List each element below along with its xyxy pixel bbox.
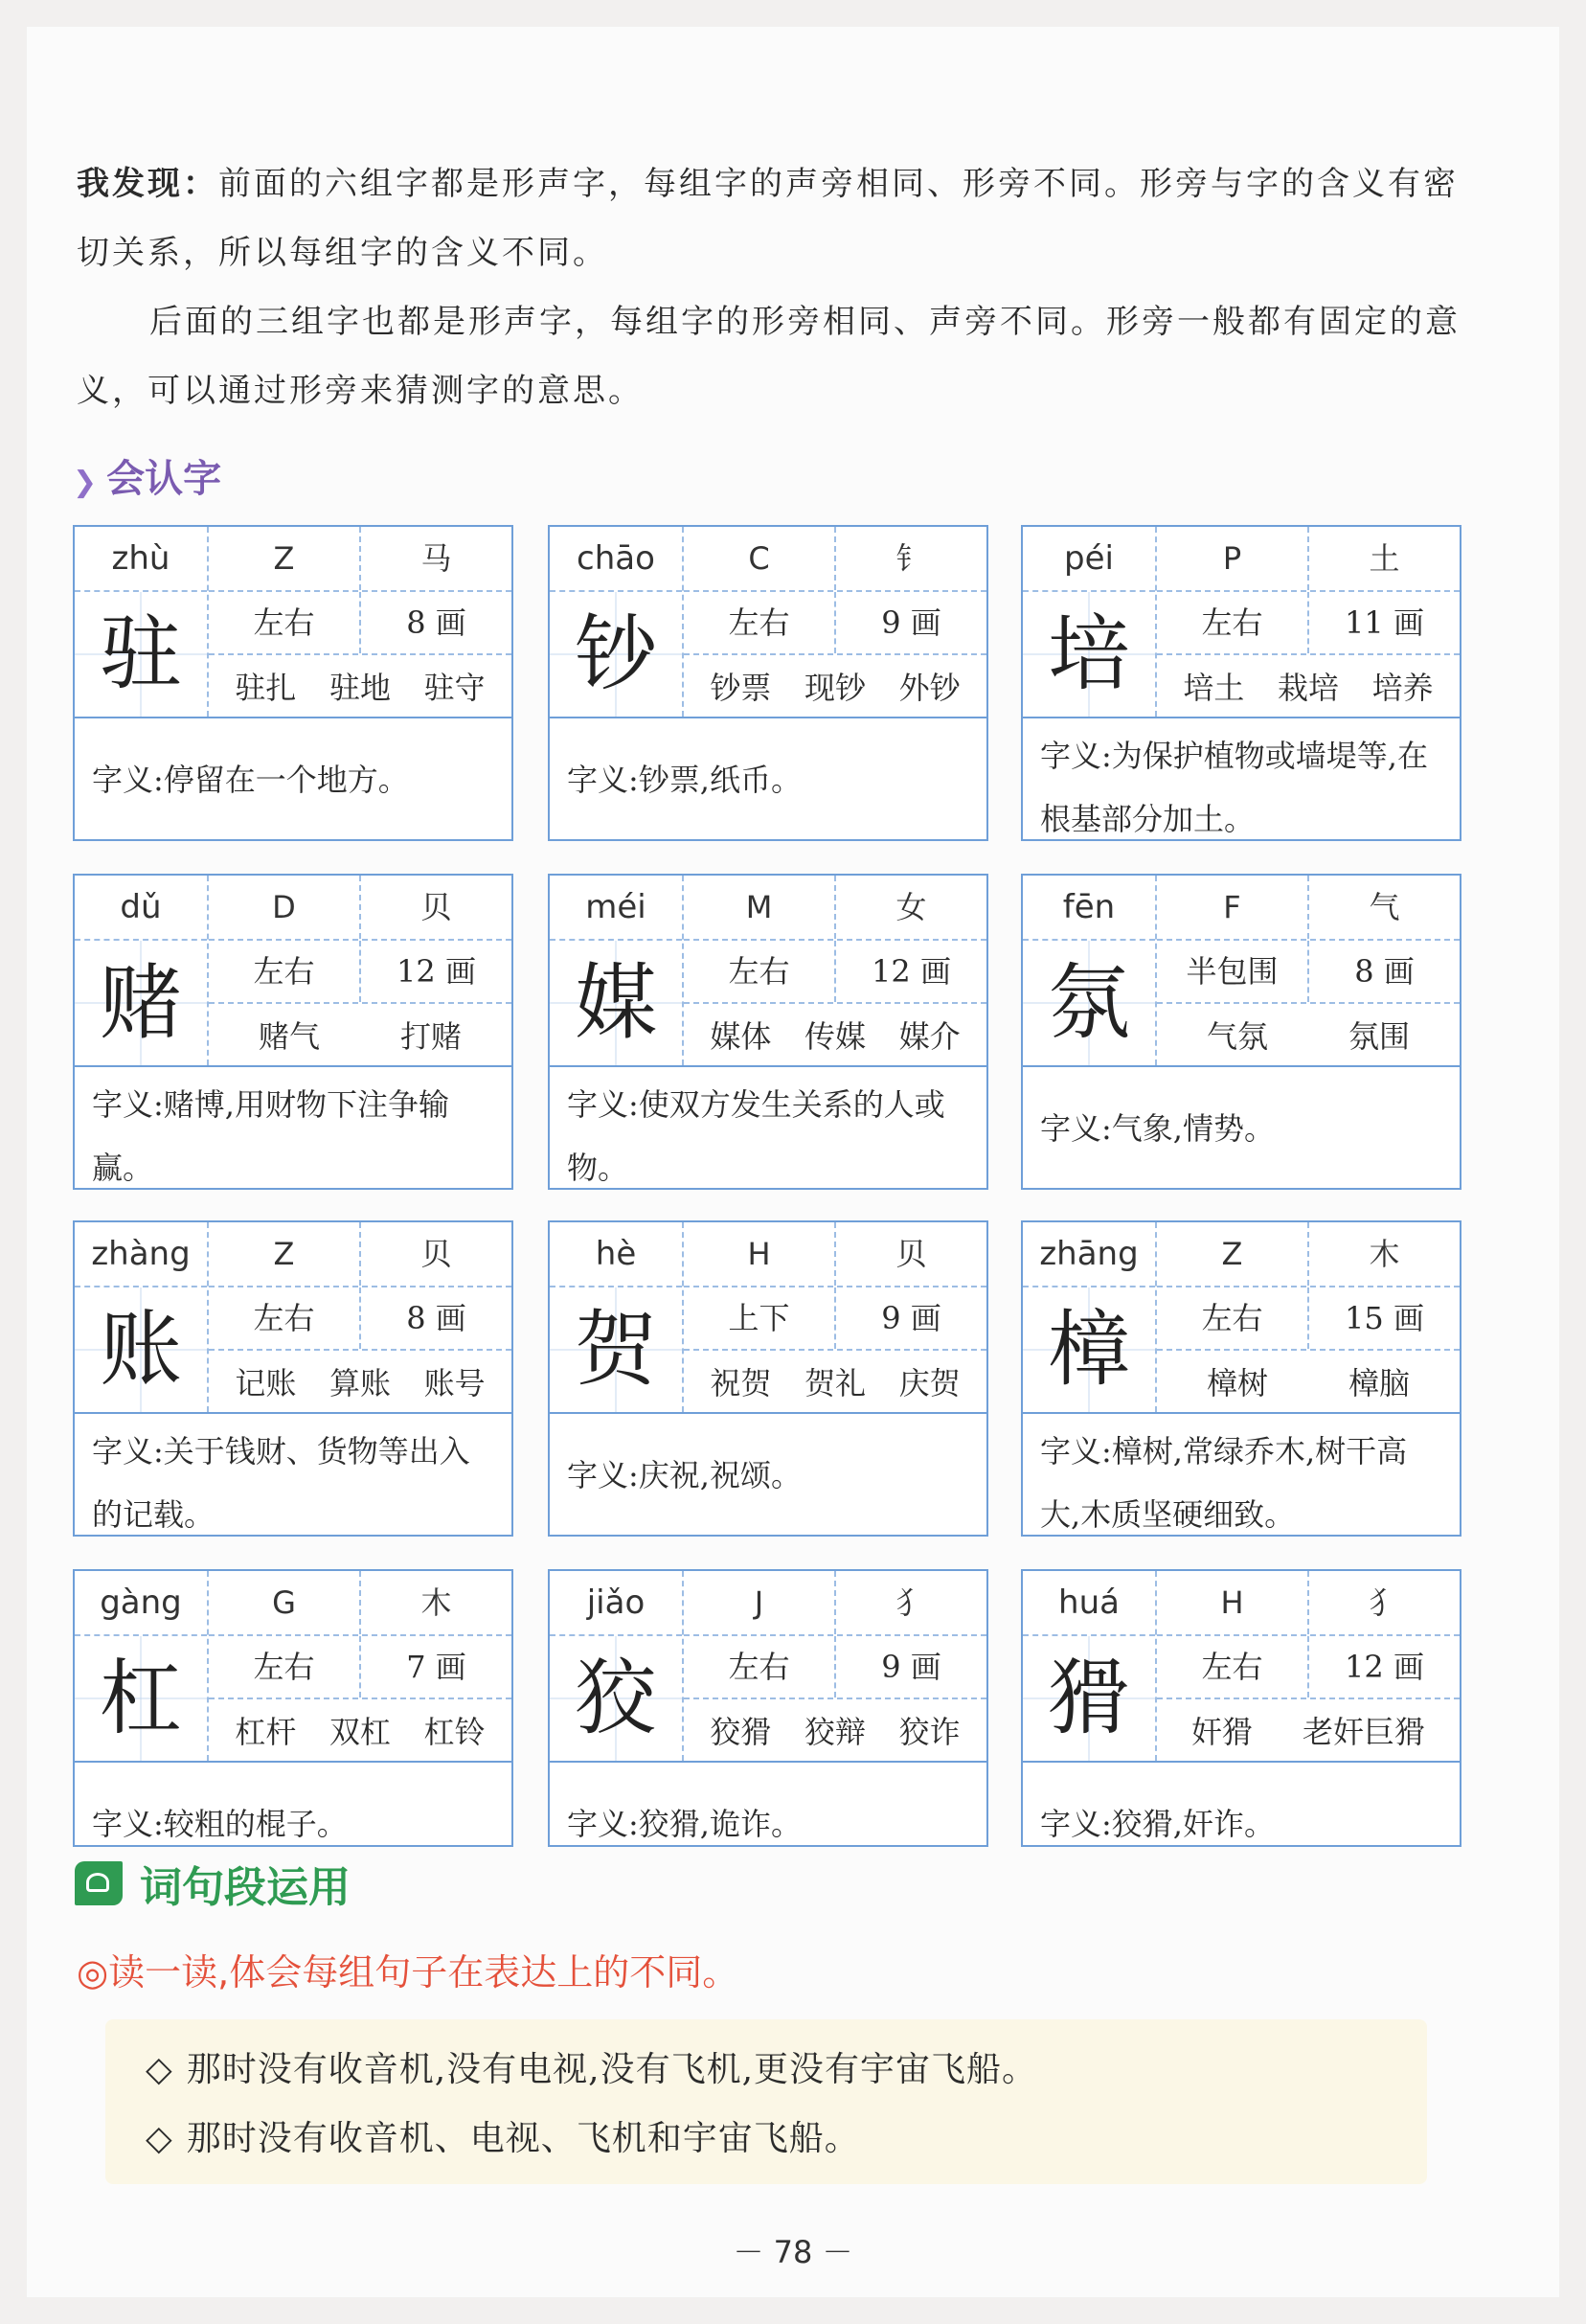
meaning-text: 字义:较粗的棍子。	[92, 1806, 348, 1842]
info-grid	[684, 1571, 986, 1761]
structure: 左右	[209, 1636, 361, 1697]
stroke-count: 12 画	[1345, 1649, 1424, 1685]
pinyin: zhù	[75, 527, 207, 592]
character-card	[1021, 1220, 1461, 1537]
example-word: 驻守	[423, 670, 486, 706]
sentence-2-text: 那时没有收音机、电视、飞机和宇宙飞船。	[186, 2119, 860, 2158]
card-top	[1023, 1222, 1460, 1414]
discovery-text-1: 前面的六组字都是形声字，每组字的声旁相同、形旁不同。形旁与字的含义有密切关系，所以每组字的含义不同。	[77, 165, 1459, 272]
example-word: 气氛	[1206, 1018, 1268, 1055]
pinyin: huá	[1023, 1571, 1155, 1636]
meaning-text: 字义:为保护植物或墙堤等,在根基部分加土。	[1040, 738, 1428, 837]
meaning	[75, 1067, 511, 1207]
initial-letter: J	[684, 1571, 836, 1634]
card-top	[75, 1571, 511, 1763]
character: 樟	[1023, 1287, 1155, 1412]
section-title-recognize	[73, 448, 221, 503]
character-card	[548, 525, 988, 841]
pinyin: chāo	[550, 527, 682, 592]
stroke-count: 12 画	[396, 953, 476, 990]
structure: 左右	[1157, 1287, 1309, 1349]
meaning-text: 字义:气象,情势。	[1040, 1110, 1275, 1147]
example-words	[209, 1351, 511, 1412]
example-words	[209, 1699, 511, 1761]
character-card	[1021, 525, 1461, 841]
char-cell	[550, 1571, 684, 1761]
card-top	[550, 1571, 986, 1763]
example-word: 培土	[1183, 670, 1245, 706]
pinyin: dǔ	[75, 876, 207, 941]
info-grid	[209, 876, 511, 1065]
example-word: 媒体	[710, 1018, 772, 1055]
example-words	[1157, 1004, 1460, 1065]
card-top	[75, 1222, 511, 1414]
discovery-label: 我发现：	[77, 165, 218, 203]
character-card	[548, 1569, 988, 1847]
pinyin: péi	[1023, 527, 1155, 592]
example-word: 驻扎	[235, 670, 297, 706]
meaning-text: 字义:庆祝,祝颂。	[567, 1457, 802, 1493]
initial-letter: F	[1157, 876, 1309, 939]
sentence-box	[105, 2019, 1427, 2184]
example-words	[1157, 655, 1460, 717]
pinyin: zhāng	[1023, 1222, 1155, 1287]
example-word: 算账	[329, 1365, 391, 1401]
example-word: 媒介	[898, 1018, 961, 1055]
stroke-count: 9 画	[881, 604, 941, 641]
structure: 左右	[684, 941, 836, 1002]
char-cell	[75, 1222, 209, 1412]
character-card	[548, 874, 988, 1190]
meaning	[1023, 1763, 1460, 1887]
char-cell	[1023, 527, 1157, 717]
radical: 贝	[420, 1236, 452, 1272]
radical: 气	[1369, 889, 1400, 925]
info-grid	[1157, 527, 1460, 717]
stroke-count: 15 画	[1345, 1300, 1424, 1336]
card-top	[1023, 876, 1460, 1067]
pinyin: zhàng	[75, 1222, 207, 1287]
example-word: 狡猾	[710, 1714, 772, 1750]
radical: 犭	[1369, 1584, 1400, 1621]
character: 媒	[550, 941, 682, 1065]
sentence-1	[146, 2042, 1037, 2091]
example-word: 账号	[423, 1365, 486, 1401]
char-cell	[1023, 1222, 1157, 1412]
meaning	[1023, 1414, 1460, 1554]
char-cell	[550, 1222, 684, 1412]
meaning-text: 字义:狡猾,奸诈。	[1040, 1806, 1275, 1842]
pinyin: hè	[550, 1222, 682, 1287]
character: 驻	[75, 592, 207, 717]
info-grid	[684, 1222, 986, 1412]
radical: 贝	[895, 1236, 927, 1272]
initial-letter: H	[684, 1222, 836, 1286]
example-word: 樟脑	[1348, 1365, 1410, 1401]
pinyin: méi	[550, 876, 682, 941]
radical: 贝	[420, 889, 452, 925]
example-word: 杠铃	[423, 1714, 486, 1750]
meaning-text: 字义:使双方发生关系的人或物。	[567, 1086, 945, 1186]
initial-letter: Z	[209, 527, 361, 590]
example-words	[209, 1004, 511, 1065]
radical: 犭	[895, 1584, 927, 1621]
discovery-paragraph-2: 后面的三组字也都是形声字，每组字的形旁相同、声旁不同。形旁一般都有固定的意义，可以通过形旁来猜测字的意思。	[77, 303, 1461, 410]
character: 培	[1023, 592, 1155, 717]
task-instruction: ◎读一读,体会每组句子在表达上的不同。	[77, 1951, 739, 1994]
stroke-count: 9 画	[881, 1300, 941, 1336]
character: 账	[75, 1287, 207, 1412]
card-top	[550, 1222, 986, 1414]
card-top	[75, 876, 511, 1067]
char-cell	[75, 1571, 209, 1761]
example-words	[684, 655, 986, 717]
meaning-text: 字义:停留在一个地方。	[92, 762, 409, 798]
meaning	[1023, 1067, 1460, 1192]
example-words	[684, 1699, 986, 1761]
initial-letter: P	[1157, 527, 1309, 590]
structure: 左右	[684, 1636, 836, 1697]
example-words	[1157, 1699, 1460, 1761]
initial-letter: G	[209, 1571, 361, 1634]
example-word: 双杠	[329, 1714, 391, 1750]
info-grid	[209, 527, 511, 717]
sentence-1-text: 那时没有收音机,没有电视,没有飞机,更没有宇宙飞船。	[186, 2050, 1038, 2089]
sentence-2	[146, 2111, 860, 2160]
card-top	[1023, 1571, 1460, 1763]
structure: 左右	[1157, 1636, 1309, 1697]
section-leaf-icon	[75, 1861, 123, 1905]
structure: 左右	[209, 941, 361, 1002]
section-title-usage	[75, 1853, 351, 1914]
example-word: 栽培	[1277, 670, 1339, 706]
radical: 马	[420, 540, 452, 577]
example-word: 庆贺	[898, 1365, 961, 1401]
radical: 木	[1369, 1236, 1400, 1272]
meaning	[550, 718, 986, 843]
meaning	[550, 1067, 986, 1207]
char-cell	[75, 527, 209, 717]
initial-letter: Z	[1157, 1222, 1309, 1286]
example-word: 氛围	[1348, 1018, 1410, 1055]
example-word: 现钞	[804, 670, 866, 706]
radical: 钅	[895, 540, 927, 577]
meaning-text: 字义:赌博,用财物下注争输赢。	[92, 1086, 449, 1186]
meaning-text: 字义:钞票,纸币。	[567, 762, 802, 798]
info-grid	[684, 876, 986, 1065]
info-grid	[1157, 1222, 1460, 1412]
card-top	[1023, 527, 1460, 718]
example-words	[684, 1351, 986, 1412]
character: 贺	[550, 1287, 682, 1412]
info-grid	[684, 527, 986, 717]
character-card	[548, 1220, 988, 1537]
example-word: 老奸巨猾	[1302, 1714, 1425, 1750]
pinyin: jiǎo	[550, 1571, 682, 1636]
character-card	[1021, 1569, 1461, 1847]
example-word: 培养	[1371, 670, 1434, 706]
section2-title-text: 词句段运用	[140, 1863, 351, 1912]
example-word: 狡辩	[804, 1714, 866, 1750]
structure: 左右	[1157, 592, 1309, 653]
pinyin: fēn	[1023, 876, 1155, 941]
character-card	[73, 1569, 513, 1847]
example-word: 打赌	[399, 1018, 462, 1055]
chevron-right-icon: ❯	[73, 466, 98, 499]
stroke-count: 8 画	[406, 604, 466, 641]
example-words	[209, 655, 511, 717]
card-top	[550, 876, 986, 1067]
example-word: 祝贺	[710, 1365, 772, 1401]
character: 氛	[1023, 941, 1155, 1065]
section-title-text: 会认字	[106, 457, 222, 501]
meaning	[1023, 718, 1460, 858]
pinyin: gàng	[75, 1571, 207, 1636]
example-word: 钞票	[710, 670, 772, 706]
meaning	[75, 718, 511, 843]
example-word: 赌气	[258, 1018, 320, 1055]
example-word: 樟树	[1206, 1365, 1268, 1401]
example-word: 传媒	[804, 1018, 866, 1055]
char-cell	[75, 876, 209, 1065]
initial-letter: C	[684, 527, 836, 590]
stroke-count: 12 画	[872, 953, 951, 990]
initial-letter: Z	[209, 1222, 361, 1286]
structure: 上下	[684, 1287, 836, 1349]
example-word: 外钞	[898, 670, 961, 706]
diamond-icon: ◇	[146, 2119, 173, 2158]
example-words	[1157, 1351, 1460, 1412]
stroke-count: 11 画	[1345, 604, 1424, 641]
example-word: 记账	[235, 1365, 297, 1401]
structure: 左右	[209, 1287, 361, 1349]
stroke-count: 9 画	[881, 1649, 941, 1685]
info-grid	[1157, 1571, 1460, 1761]
example-words	[684, 1004, 986, 1065]
info-grid	[1157, 876, 1460, 1065]
char-cell	[550, 876, 684, 1065]
character: 猾	[1023, 1636, 1155, 1761]
card-top	[550, 527, 986, 718]
char-cell	[1023, 1571, 1157, 1761]
char-cell	[550, 527, 684, 717]
radical: 土	[1369, 540, 1400, 577]
meaning	[550, 1414, 986, 1538]
structure: 半包围	[1157, 941, 1309, 1002]
card-top	[75, 527, 511, 718]
initial-letter: M	[684, 876, 836, 939]
character-card	[73, 1220, 513, 1537]
character-card	[73, 874, 513, 1190]
structure: 左右	[684, 592, 836, 653]
character: 杠	[75, 1636, 207, 1761]
page-number: － 78 －	[733, 2234, 853, 2270]
example-word: 杠杆	[235, 1714, 297, 1750]
stroke-count: 8 画	[406, 1300, 466, 1336]
diamond-icon: ◇	[146, 2050, 173, 2089]
example-word: 狡诈	[898, 1714, 961, 1750]
character: 赌	[75, 941, 207, 1065]
stroke-count: 8 画	[1354, 953, 1415, 990]
example-word: 贺礼	[804, 1365, 866, 1401]
character-card	[1021, 874, 1461, 1190]
meaning-text: 字义:狡猾,诡诈。	[567, 1806, 802, 1842]
character-card	[73, 525, 513, 841]
example-word: 驻地	[329, 670, 391, 706]
info-grid	[209, 1571, 511, 1761]
meaning	[75, 1414, 511, 1554]
example-word: 奸猾	[1190, 1714, 1253, 1750]
structure: 左右	[209, 592, 361, 653]
char-cell	[1023, 876, 1157, 1065]
meaning-text: 字义:关于钱财、货物等出入的记载。	[92, 1433, 470, 1533]
stroke-count: 7 画	[406, 1649, 466, 1685]
character: 钞	[550, 592, 682, 717]
initial-letter: D	[209, 876, 361, 939]
character: 狡	[550, 1636, 682, 1761]
info-grid	[209, 1222, 511, 1412]
meaning-text: 字义:樟树,常绿乔木,树干高大,木质坚硬细致。	[1040, 1433, 1408, 1533]
meaning	[550, 1763, 986, 1887]
initial-letter: H	[1157, 1571, 1309, 1634]
radical: 女	[895, 889, 927, 925]
radical: 木	[420, 1584, 452, 1621]
discovery-paragraph-1	[77, 149, 1475, 287]
